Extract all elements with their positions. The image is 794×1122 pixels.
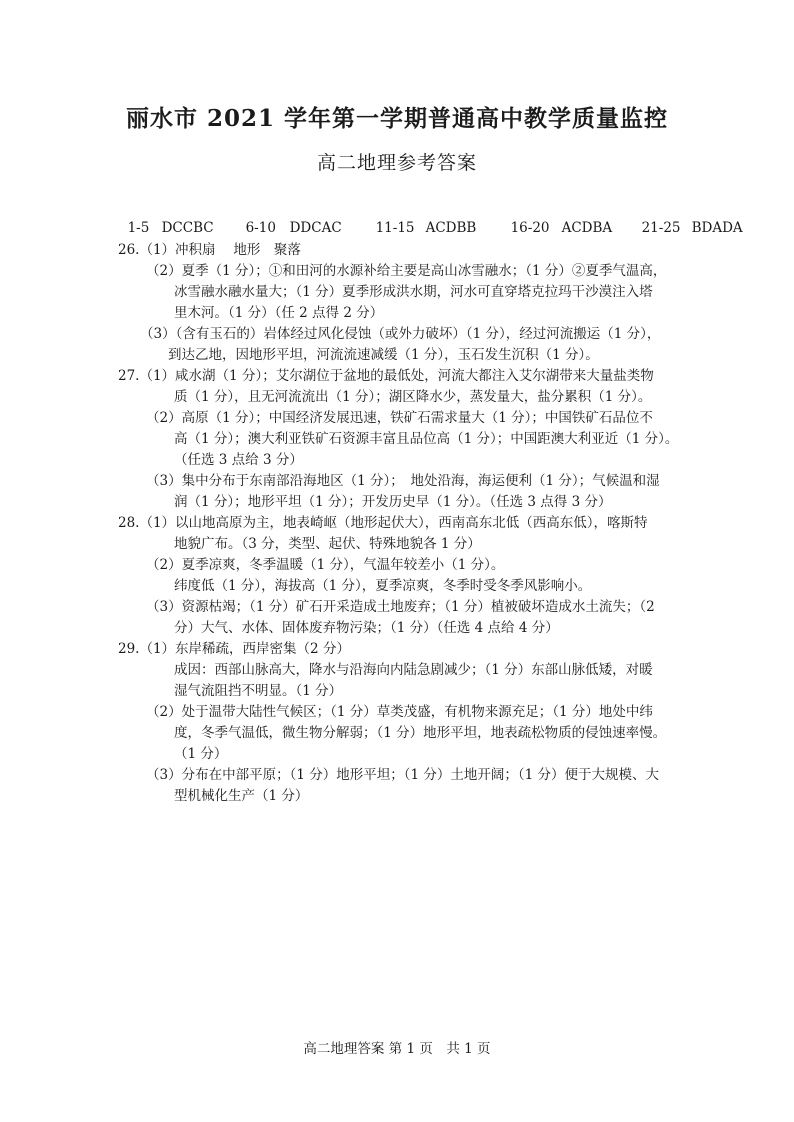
answer-line: （2）夏季凉爽，冬季温暖（1 分），气温年较差小（1 分）。 <box>146 557 505 573</box>
mc-answer: ACDBB <box>425 220 477 236</box>
mc-answer: BDADA <box>691 220 743 236</box>
answer-line: 到达乙地，因地形平坦，河流流速减缓（1 分），玉石发生沉积（1 分）。 <box>168 347 599 363</box>
answer-line: 28.（1）以山地高原为主，地表崎岖（地形起伏大），西南高东北低（西高东低），喀斯特 <box>118 515 648 531</box>
answer-line: （3）（含有玉石的）岩体经过风化侵蚀（或外力破坏）（1 分），经过河流搬运（1 分）， <box>140 326 661 342</box>
mc-answer: DDCAC <box>289 220 342 236</box>
answer-line: （3）集中分布于东南部沿海地区（1 分）； 地处沿海，海运便利（1 分）；气候温和湿 <box>146 473 660 489</box>
answer-line: 29.（1）东岸稀疏，西岸密集（2 分） <box>118 641 350 657</box>
answer-line: 质（1 分），且无河流流出（1 分）；湖区降水少，蒸发量大，盐分累积（1 分）。 <box>174 389 652 405</box>
mc-range: 1-5 <box>127 220 150 236</box>
answer-line: 成因：西部山脉高大，降水与沿海向内陆急剧减少；（1 分）东部山脉低矮，对暖 <box>174 662 653 678</box>
answer-line: （任选 3 点给 3 分） <box>174 452 303 468</box>
page-title: 丽水市 2021 学年第一学期普通高中教学质量监控 <box>125 105 669 132</box>
answer-line: 润（1 分）；地形平坦（1 分）；开发历史早（1 分）。（任选 3 点得 3 分） <box>174 494 612 510</box>
answer-line: （2）高原（1 分）；中国经济发展迅速，铁矿石需求量大（1 分）；中国铁矿石品位不 <box>146 410 653 426</box>
answer-line: （1 分） <box>174 746 228 762</box>
mc-range: 21-25 <box>641 220 681 236</box>
mc-answer: ACDBA <box>561 220 613 236</box>
answer-line: （2）处于温带大陆性气候区；（1 分）草类茂盛，有机物来源充足；（1 分）地处中纬 <box>146 704 653 720</box>
answer-line: 型机械化生产（1 分） <box>174 788 309 804</box>
multiple-choice-answers <box>119 204 743 236</box>
answer-line: 高（1 分）；澳大利亚铁矿石资源丰富且品位高（1 分）；中国距澳大利亚近（1 分）。 <box>174 431 679 447</box>
answer-line: （3）分布在中部平原；（1 分）地形平坦；（1 分）土地开阔；（1 分）便于大规模、大 <box>146 767 659 783</box>
answer-line: 地貌广布。（3 分，类型、起伏、特殊地貌各 1 分） <box>174 536 481 552</box>
mc-range: 11-15 <box>375 220 415 236</box>
answer-line: 湿气流阻挡不明显。（1 分） <box>174 683 343 699</box>
page-footer: 高二地理答案 第 1 页 共 1 页 <box>303 1041 491 1057</box>
answer-line: 度，冬季气温低，微生物分解弱；（1 分）地形平坦，地表疏松物质的侵蚀速率慢。 <box>174 725 667 741</box>
answer-line: （3）资源枯竭；（1 分）矿石开采造成土地废弃；（1 分）植被破坏造成水土流失；（2 <box>146 599 655 615</box>
answer-line: 分）大气、水体、固体废弃物污染；（1 分）（任选 4 点给 4 分） <box>174 620 559 636</box>
mc-answer: DCCBC <box>161 220 214 236</box>
answer-line: 冰雪融水融水量大；（1 分）夏季形成洪水期，河水可直穿塔克拉玛干沙漠注入塔 <box>174 284 653 300</box>
answer-line: 里木河。（1 分）（任 2 点得 2 分） <box>174 305 384 321</box>
answer-line: （2）夏季（1 分）；①和田河的水源补给主要是高山冰雪融水；（1 分）②夏季气温高， <box>146 263 667 279</box>
page-subtitle: 高二地理参考答案 <box>316 152 477 174</box>
mc-range: 16-20 <box>510 220 550 236</box>
answer-body <box>118 240 686 807</box>
answer-line: 27.（1）咸水湖（1 分）；艾尔湖位于盆地的最低处，河流大都注入艾尔湖带来大量盐类物 <box>118 368 654 384</box>
answer-line: 26.（1）冲积扇 地形 聚落 <box>118 242 301 258</box>
mc-range: 6-10 <box>245 220 276 236</box>
answer-line: 纬度低（1 分），海拔高（1 分），夏季凉爽，冬季时受冬季风影响小。 <box>174 578 592 594</box>
